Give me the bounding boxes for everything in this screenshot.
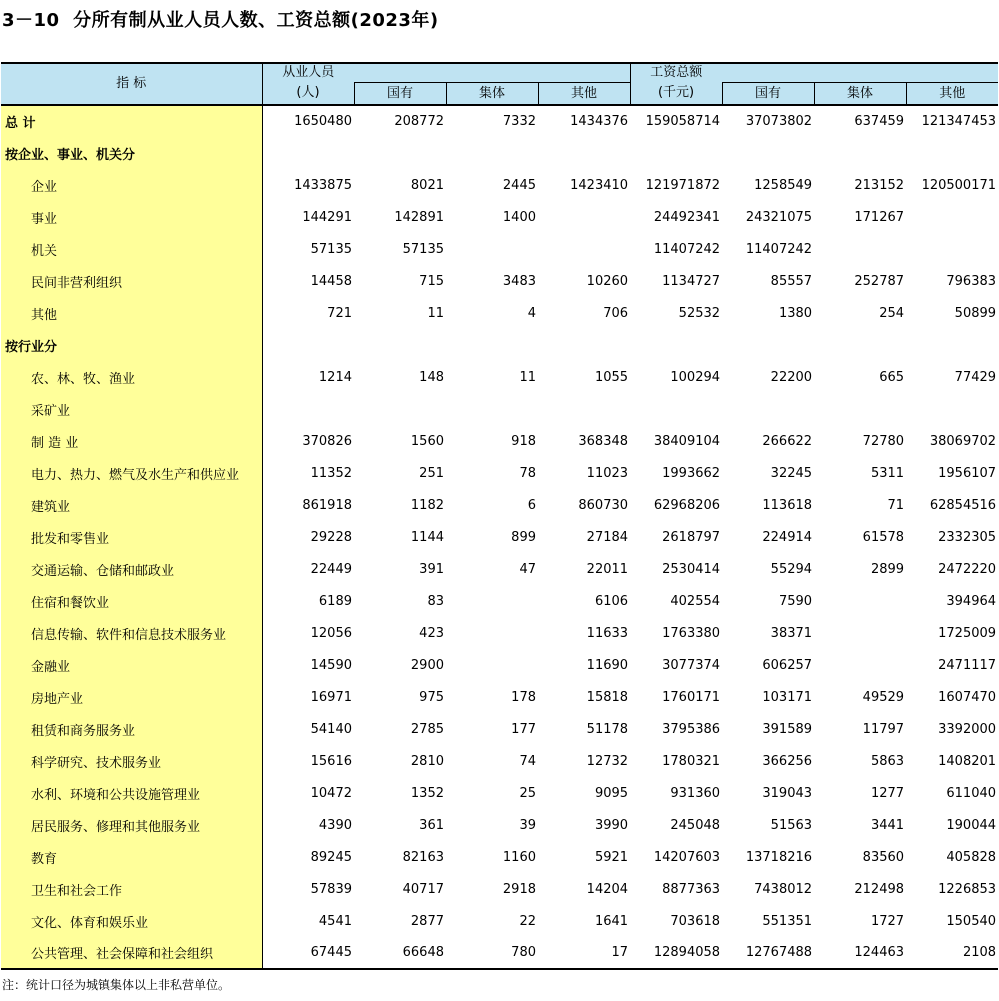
cell-value: 7438012 bbox=[754, 881, 813, 897]
cell-value: 17 bbox=[538, 937, 630, 969]
cell-value: 22 bbox=[519, 913, 536, 929]
cell-value bbox=[262, 137, 354, 169]
cell-value bbox=[446, 329, 538, 361]
cell-value bbox=[354, 393, 446, 425]
cell-value: 1258549 bbox=[754, 177, 813, 193]
cell-value: 780 bbox=[446, 937, 538, 969]
cell-value: 2785 bbox=[410, 721, 444, 737]
cell-value: 715 bbox=[419, 273, 444, 289]
cell-value: 1400 bbox=[502, 209, 536, 225]
cell-value: 7590 bbox=[778, 593, 813, 609]
row-label: 其他 bbox=[1, 297, 262, 329]
cell-value: 171267 bbox=[854, 209, 905, 225]
table-row bbox=[1, 681, 998, 713]
header-wages: 工资总额 bbox=[630, 63, 722, 83]
cell-value: 251 bbox=[419, 465, 444, 481]
cell-value: 1763380 bbox=[662, 625, 721, 641]
cell-value: 49529 bbox=[862, 689, 905, 705]
table-row bbox=[1, 297, 998, 329]
row-label: 卫生和社会工作 bbox=[1, 873, 262, 905]
table-row bbox=[1, 361, 998, 393]
cell-value bbox=[262, 329, 354, 361]
cell-value: 57135 bbox=[310, 241, 352, 257]
cell-value: 103171 bbox=[762, 689, 813, 705]
data-table bbox=[1, 62, 998, 970]
cell-value: 2877 bbox=[410, 913, 444, 929]
cell-value: 83 bbox=[427, 593, 444, 609]
row-label: 信息传输、软件和信息技术服务业 bbox=[1, 617, 262, 649]
row-label: 批发和零售业 bbox=[1, 521, 262, 553]
cell-value: 1226853 bbox=[938, 881, 997, 897]
cell-value: 14204 bbox=[586, 881, 629, 897]
cell-value: 2445 bbox=[502, 177, 536, 193]
cell-value: 2900 bbox=[410, 657, 444, 673]
cell-value: 124463 bbox=[814, 937, 906, 969]
cell-value bbox=[538, 137, 630, 169]
cell-value: 74 bbox=[519, 753, 536, 769]
table-title: 3－10 分所有制从业人员人数、工资总额(2023年) bbox=[2, 10, 439, 31]
cell-value: 14207603 bbox=[653, 849, 721, 865]
cell-value: 8877363 bbox=[662, 881, 721, 897]
cell-value: 120500171 bbox=[921, 177, 997, 193]
cell-value: 113618 bbox=[762, 497, 813, 513]
cell-value: 13718216 bbox=[745, 849, 813, 865]
cell-value bbox=[446, 617, 538, 649]
cell-value bbox=[722, 137, 814, 169]
cell-value: 11 bbox=[427, 305, 444, 321]
table-row bbox=[1, 489, 998, 521]
cell-value: 4390 bbox=[318, 817, 352, 833]
cell-value: 150540 bbox=[946, 913, 997, 929]
cell-value: 361 bbox=[419, 817, 444, 833]
cell-value: 2530414 bbox=[662, 561, 721, 577]
cell-value: 3795386 bbox=[662, 721, 721, 737]
footnote: 注：统计口径为城镇集体以上非私营单位。 bbox=[2, 978, 231, 992]
cell-value: 1423410 bbox=[570, 177, 629, 193]
row-label: 建筑业 bbox=[1, 489, 262, 521]
cell-value: 405828 bbox=[946, 849, 997, 865]
cell-value: 22200 bbox=[770, 369, 813, 385]
cell-value: 2618797 bbox=[662, 529, 721, 545]
cell-value: 121971872 bbox=[645, 177, 721, 193]
table-header bbox=[1, 63, 998, 105]
cell-value bbox=[722, 329, 814, 361]
cell-value bbox=[814, 585, 906, 617]
cell-value: 391 bbox=[419, 561, 444, 577]
row-label: 按企业、事业、机关分 bbox=[1, 137, 262, 169]
cell-value: 27184 bbox=[586, 529, 629, 545]
table-row bbox=[1, 873, 998, 905]
cell-value: 78 bbox=[519, 465, 536, 481]
cell-value: 860730 bbox=[578, 497, 629, 513]
cell-value bbox=[630, 329, 722, 361]
cell-value: 975 bbox=[419, 689, 444, 705]
cell-value: 12732 bbox=[586, 753, 629, 769]
table-row bbox=[1, 393, 998, 425]
cell-value bbox=[722, 393, 814, 425]
cell-value: 89245 bbox=[310, 849, 352, 865]
cell-value: 47 bbox=[519, 561, 536, 577]
cell-value: 665 bbox=[879, 369, 905, 385]
row-label: 居民服务、修理和其他服务业 bbox=[1, 809, 262, 841]
cell-value: 551351 bbox=[762, 913, 813, 929]
table-row bbox=[1, 841, 998, 873]
cell-value: 3392000 bbox=[938, 721, 997, 737]
cell-value: 57135 bbox=[402, 241, 444, 257]
table-row bbox=[1, 617, 998, 649]
cell-value: 7332 bbox=[502, 114, 536, 129]
cell-value: 62968206 bbox=[653, 497, 721, 513]
table-row bbox=[1, 713, 998, 745]
cell-value: 159058714 bbox=[645, 114, 721, 129]
cell-value: 1641 bbox=[594, 913, 629, 929]
cell-value: 2332305 bbox=[938, 529, 997, 545]
cell-value bbox=[814, 233, 906, 265]
cell-value: 796383 bbox=[946, 273, 997, 289]
cell-value bbox=[446, 233, 538, 265]
cell-value: 71 bbox=[887, 497, 905, 513]
row-label: 采矿业 bbox=[1, 393, 262, 425]
cell-value: 8021 bbox=[410, 177, 444, 193]
cell-value: 72780 bbox=[862, 433, 905, 449]
table-body bbox=[1, 105, 998, 969]
row-label: 住宿和餐饮业 bbox=[1, 585, 262, 617]
cell-value: 2918 bbox=[502, 881, 536, 897]
cell-value: 82163 bbox=[402, 849, 444, 865]
cell-value: 366256 bbox=[762, 753, 813, 769]
table-row bbox=[1, 809, 998, 841]
table-row bbox=[1, 425, 998, 457]
table-row bbox=[1, 745, 998, 777]
cell-value: 51178 bbox=[586, 721, 629, 737]
cell-value: 51563 bbox=[770, 817, 813, 833]
cell-value: 208772 bbox=[394, 114, 444, 129]
cell-value: 1182 bbox=[410, 497, 444, 513]
cell-value: 25 bbox=[519, 785, 536, 801]
cell-value bbox=[446, 137, 538, 169]
cell-value bbox=[906, 137, 998, 169]
row-label: 事业 bbox=[1, 201, 262, 233]
cell-value: 1434376 bbox=[570, 114, 629, 129]
cell-value: 1727 bbox=[870, 913, 905, 929]
cell-value bbox=[814, 137, 906, 169]
cell-value: 611040 bbox=[946, 785, 997, 801]
row-label: 按行业分 bbox=[1, 329, 262, 361]
cell-value: 12894058 bbox=[630, 937, 722, 969]
row-label: 公共管理、社会保障和社会组织 bbox=[1, 937, 262, 969]
cell-value: 3441 bbox=[870, 817, 905, 833]
cell-value: 11407242 bbox=[653, 241, 721, 257]
cell-value: 57839 bbox=[310, 881, 352, 897]
header-wages-blank bbox=[722, 63, 998, 83]
cell-value bbox=[814, 617, 906, 649]
cell-value: 37073802 bbox=[745, 114, 813, 129]
table-row bbox=[1, 265, 998, 297]
cell-value: 1956107 bbox=[938, 465, 997, 481]
cell-value: 2471117 bbox=[938, 657, 997, 673]
cell-value: 62854516 bbox=[929, 497, 997, 513]
cell-value: 721 bbox=[327, 305, 352, 321]
cell-value: 12056 bbox=[310, 625, 352, 641]
cell-value: 899 bbox=[511, 529, 536, 545]
cell-value: 144291 bbox=[302, 209, 352, 225]
cell-value: 6189 bbox=[318, 593, 352, 609]
cell-value: 15818 bbox=[586, 689, 629, 705]
cell-value: 12767488 bbox=[722, 937, 814, 969]
table-row bbox=[1, 137, 998, 169]
cell-value: 121347453 bbox=[921, 114, 997, 129]
header-emp-state: 国有 bbox=[354, 83, 446, 106]
cell-value bbox=[262, 393, 354, 425]
cell-value: 10472 bbox=[310, 785, 352, 801]
cell-value: 52532 bbox=[678, 305, 721, 321]
table-row bbox=[1, 585, 998, 617]
cell-value: 224914 bbox=[762, 529, 813, 545]
cell-value: 9095 bbox=[594, 785, 629, 801]
cell-value: 40717 bbox=[402, 881, 444, 897]
cell-value: 11797 bbox=[862, 721, 905, 737]
row-label: 总 计 bbox=[1, 105, 262, 137]
table-row bbox=[1, 457, 998, 489]
cell-value bbox=[538, 329, 630, 361]
row-label: 交通运输、仓储和邮政业 bbox=[1, 553, 262, 585]
cell-value: 254 bbox=[879, 305, 905, 321]
table-row bbox=[1, 937, 998, 969]
header-wages-unit: (千元) bbox=[630, 83, 722, 106]
cell-value: 637459 bbox=[854, 114, 905, 129]
cell-value: 4 bbox=[527, 305, 536, 321]
header-emp-collective: 集体 bbox=[446, 83, 538, 106]
cell-value: 6 bbox=[527, 497, 536, 513]
cell-value bbox=[906, 393, 998, 425]
table-row bbox=[1, 521, 998, 553]
cell-value: 931360 bbox=[670, 785, 721, 801]
cell-value: 14590 bbox=[310, 657, 352, 673]
cell-value bbox=[446, 393, 538, 425]
cell-value: 16971 bbox=[310, 689, 352, 705]
row-label: 水利、环境和公共设施管理业 bbox=[1, 777, 262, 809]
cell-value: 266622 bbox=[762, 433, 813, 449]
cell-value: 394964 bbox=[946, 593, 997, 609]
table-row bbox=[1, 329, 998, 361]
cell-value: 1650480 bbox=[294, 114, 352, 129]
cell-value: 32245 bbox=[770, 465, 813, 481]
cell-value: 178 bbox=[511, 689, 536, 705]
cell-value: 15616 bbox=[310, 753, 352, 769]
cell-value: 2899 bbox=[870, 561, 905, 577]
cell-value: 706 bbox=[603, 305, 629, 321]
cell-value bbox=[446, 649, 538, 681]
cell-value: 3483 bbox=[502, 273, 536, 289]
cell-value bbox=[446, 585, 538, 617]
cell-value bbox=[354, 137, 446, 169]
header-employees-blank bbox=[354, 63, 630, 83]
cell-value: 148 bbox=[419, 369, 444, 385]
cell-value: 39 bbox=[519, 817, 536, 833]
cell-value: 423 bbox=[419, 625, 444, 641]
cell-value: 1993662 bbox=[662, 465, 721, 481]
cell-value: 22449 bbox=[310, 561, 352, 577]
cell-value: 11633 bbox=[586, 625, 629, 641]
table-row bbox=[1, 649, 998, 681]
table-row bbox=[1, 777, 998, 809]
row-label: 企业 bbox=[1, 169, 262, 201]
row-label: 机关 bbox=[1, 233, 262, 265]
row-label: 民间非营利组织 bbox=[1, 265, 262, 297]
row-label: 房地产业 bbox=[1, 681, 262, 713]
cell-value: 370826 bbox=[302, 433, 352, 449]
cell-value: 1214 bbox=[318, 369, 352, 385]
cell-value: 67445 bbox=[262, 937, 354, 969]
row-label: 制 造 业 bbox=[1, 425, 262, 457]
cell-value: 1352 bbox=[410, 785, 444, 801]
cell-value: 11352 bbox=[310, 465, 352, 481]
cell-value: 1380 bbox=[778, 305, 813, 321]
cell-value: 29228 bbox=[310, 529, 352, 545]
cell-value: 38371 bbox=[770, 625, 813, 641]
cell-value bbox=[354, 329, 446, 361]
cell-value: 50899 bbox=[954, 305, 997, 321]
cell-value bbox=[814, 649, 906, 681]
cell-value: 1560 bbox=[410, 433, 444, 449]
cell-value: 22011 bbox=[586, 561, 629, 577]
cell-value bbox=[814, 393, 906, 425]
cell-value bbox=[906, 329, 998, 361]
cell-value: 213152 bbox=[854, 177, 905, 193]
cell-value: 861918 bbox=[302, 497, 352, 513]
row-label: 科学研究、技术服务业 bbox=[1, 745, 262, 777]
cell-value: 212498 bbox=[854, 881, 905, 897]
cell-value: 2810 bbox=[410, 753, 444, 769]
row-label: 文化、体育和娱乐业 bbox=[1, 905, 262, 937]
cell-value bbox=[906, 233, 998, 265]
cell-value: 177 bbox=[511, 721, 536, 737]
cell-value: 24321075 bbox=[745, 209, 813, 225]
cell-value: 1607470 bbox=[938, 689, 997, 705]
row-label: 农、林、牧、渔业 bbox=[1, 361, 262, 393]
cell-value: 10260 bbox=[586, 273, 629, 289]
cell-value bbox=[538, 201, 630, 233]
cell-value: 2108 bbox=[906, 937, 998, 969]
table-row bbox=[1, 201, 998, 233]
row-label: 租赁和商务服务业 bbox=[1, 713, 262, 745]
table-row bbox=[1, 105, 998, 137]
table-row bbox=[1, 233, 998, 265]
table-row bbox=[1, 905, 998, 937]
cell-value: 11690 bbox=[586, 657, 629, 673]
cell-value: 5311 bbox=[870, 465, 905, 481]
cell-value: 11023 bbox=[586, 465, 629, 481]
cell-value: 190044 bbox=[946, 817, 997, 833]
cell-value: 1408201 bbox=[938, 753, 997, 769]
row-label: 教育 bbox=[1, 841, 262, 873]
table-row bbox=[1, 553, 998, 585]
cell-value: 1433875 bbox=[294, 177, 352, 193]
cell-value: 11407242 bbox=[745, 241, 813, 257]
cell-value: 391589 bbox=[762, 721, 813, 737]
cell-value: 3990 bbox=[594, 817, 629, 833]
cell-value: 918 bbox=[511, 433, 536, 449]
header-emp-other: 其他 bbox=[538, 83, 630, 106]
cell-value: 24492341 bbox=[653, 209, 721, 225]
cell-value bbox=[538, 393, 630, 425]
cell-value bbox=[630, 393, 722, 425]
cell-value: 1277 bbox=[870, 785, 905, 801]
cell-value: 14458 bbox=[310, 273, 352, 289]
cell-value: 5863 bbox=[870, 753, 905, 769]
cell-value: 61578 bbox=[862, 529, 905, 545]
cell-value: 38069702 bbox=[929, 433, 997, 449]
cell-value: 5921 bbox=[594, 849, 629, 865]
header-employees-unit: (人) bbox=[262, 83, 354, 106]
cell-value: 142891 bbox=[394, 209, 444, 225]
cell-value: 703618 bbox=[670, 913, 721, 929]
cell-value: 1780321 bbox=[662, 753, 721, 769]
cell-value: 83560 bbox=[862, 849, 905, 865]
cell-value: 1134727 bbox=[662, 273, 721, 289]
cell-value: 55294 bbox=[770, 561, 813, 577]
cell-value bbox=[814, 329, 906, 361]
cell-value: 38409104 bbox=[653, 433, 721, 449]
header-wage-collective: 集体 bbox=[814, 83, 906, 106]
header-indicator: 指 标 bbox=[1, 63, 262, 105]
cell-value: 4541 bbox=[318, 913, 352, 929]
cell-value: 1760171 bbox=[662, 689, 721, 705]
row-label: 金融业 bbox=[1, 649, 262, 681]
header-wage-state: 国有 bbox=[722, 83, 814, 106]
cell-value bbox=[630, 137, 722, 169]
cell-value: 1160 bbox=[502, 849, 536, 865]
cell-value: 1725009 bbox=[938, 625, 997, 641]
cell-value: 606257 bbox=[762, 657, 813, 673]
cell-value: 77429 bbox=[954, 369, 997, 385]
cell-value: 319043 bbox=[762, 785, 813, 801]
cell-value: 2472220 bbox=[938, 561, 997, 577]
cell-value: 252787 bbox=[854, 273, 905, 289]
cell-value: 3077374 bbox=[662, 657, 721, 673]
cell-value: 402554 bbox=[670, 593, 721, 609]
cell-value: 85557 bbox=[770, 273, 813, 289]
cell-value bbox=[538, 233, 630, 265]
cell-value: 66648 bbox=[354, 937, 446, 969]
cell-value: 6106 bbox=[594, 593, 629, 609]
cell-value: 368348 bbox=[578, 433, 629, 449]
row-label: 电力、热力、燃气及水生产和供应业 bbox=[1, 457, 262, 489]
table-row bbox=[1, 169, 998, 201]
cell-value: 1144 bbox=[410, 529, 444, 545]
cell-value: 11 bbox=[519, 369, 536, 385]
cell-value: 54140 bbox=[310, 721, 352, 737]
cell-value bbox=[906, 201, 998, 233]
cell-value: 1055 bbox=[594, 369, 629, 385]
header-employees: 从业人员 bbox=[262, 63, 354, 83]
header-wage-other: 其他 bbox=[906, 83, 998, 106]
cell-value: 100294 bbox=[670, 369, 721, 385]
cell-value: 245048 bbox=[670, 817, 721, 833]
